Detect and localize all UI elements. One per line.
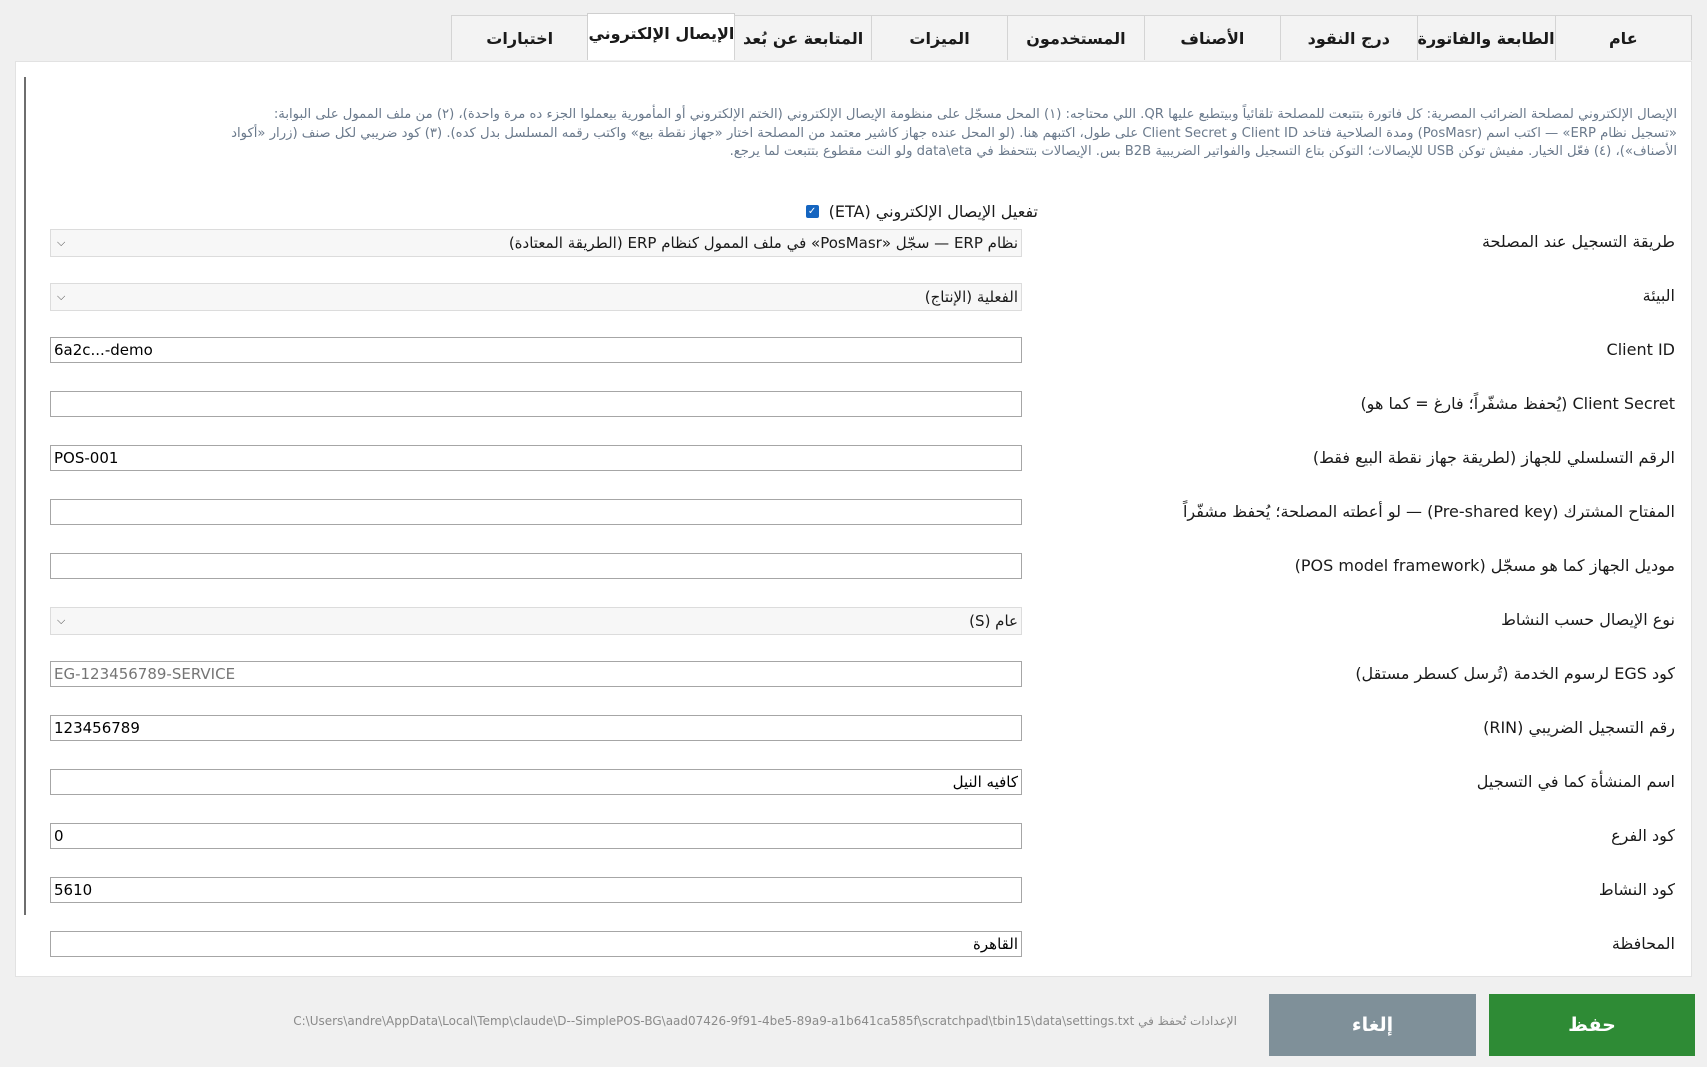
field-row-pos-model xyxy=(16,548,1691,584)
field-row-governorate xyxy=(16,926,1691,962)
tab-general[interactable]: عام xyxy=(1555,15,1692,60)
business-name-input[interactable] xyxy=(50,769,1022,795)
field-row-rin xyxy=(16,710,1691,746)
field-row-pre-shared-key xyxy=(16,494,1691,530)
field-label: Client ID xyxy=(1606,340,1675,359)
e-receipt-settings-panel xyxy=(15,61,1692,977)
field-row-business-name xyxy=(16,764,1691,800)
environment-select[interactable] xyxy=(50,283,1022,311)
client-secret-input[interactable] xyxy=(50,391,1022,417)
field-row-activity-code xyxy=(16,872,1691,908)
chevron-down-icon: ⌵ xyxy=(57,290,66,303)
field-label: كود النشاط xyxy=(1598,880,1675,899)
field-row-client-secret xyxy=(16,386,1691,422)
field-row-branch-code xyxy=(16,818,1691,854)
field-label: موديل الجهاز كما هو مسجّل (POS model framework) xyxy=(1294,556,1675,575)
chevron-down-icon: ⌵ xyxy=(57,614,66,627)
select-value: عام (S) xyxy=(969,612,1018,630)
tab-features[interactable]: الميزات xyxy=(871,15,1008,60)
field-row-client-id xyxy=(16,332,1691,368)
device-serial-input[interactable] xyxy=(50,445,1022,471)
field-label: نوع الإيصال حسب النشاط xyxy=(1501,610,1675,629)
tab-bar xyxy=(452,15,1692,61)
tab-printer-invoice[interactable]: الطابعة والفاتورة xyxy=(1417,15,1556,60)
field-label: المحافظة xyxy=(1611,934,1675,953)
activity-code-input[interactable] xyxy=(50,877,1022,903)
field-label: كود الفرع xyxy=(1611,826,1675,845)
client-id-input[interactable] xyxy=(50,337,1022,363)
rin-input[interactable] xyxy=(50,715,1022,741)
receipt-type-select[interactable] xyxy=(50,607,1022,635)
enable-eta-row[interactable] xyxy=(806,202,1038,221)
tab-items[interactable]: الأصناف xyxy=(1144,15,1281,60)
select-value: الفعلية (الإنتاج) xyxy=(924,288,1018,306)
pos-model-input[interactable] xyxy=(50,553,1022,579)
tab-users[interactable]: المستخدمون xyxy=(1007,15,1144,60)
field-label: طريقة التسجيل عند المصلحة xyxy=(1481,232,1675,251)
tab-e-receipt[interactable]: الإيصال الإلكتروني xyxy=(587,13,735,60)
field-label: اسم المنشأة كما في التسجيل xyxy=(1476,772,1675,791)
intro-description xyxy=(60,106,1677,162)
field-label: الرقم التسلسلي للجهاز (لطريقة جهاز نقطة البيع فقط) xyxy=(1312,448,1675,467)
field-row-device-serial xyxy=(16,440,1691,476)
field-label: Client Secret (يُحفظ مشفّراً؛ فارغ = كما هو) xyxy=(1360,394,1675,413)
egs-code-input[interactable] xyxy=(50,661,1022,687)
field-row-egs-code xyxy=(16,656,1691,692)
tab-cash-drawer[interactable]: درج النقود xyxy=(1280,15,1417,60)
tab-remote-monitoring[interactable]: المتابعة عن بُعد xyxy=(734,15,871,60)
chevron-down-icon: ⌵ xyxy=(57,236,66,249)
intro-line-1: الإيصال الإلكتروني لمصلحة الضرائب المصرية: كل فاتورة بتتبعت للمصلحة تلقائياً وبيتطبع عليها QR. اللي محتاجه: (١) المحل مسجّل على منظومة الإيصال الإلكتروني (الختم الإلكتروني أو المأمورية بيعملوا الجزء ده مرة واحدة)، (٢) من ملف الممول على البوابة: xyxy=(273,107,1677,122)
field-label: البيئة xyxy=(1642,286,1675,305)
select-value: نظام ERP — سجّل «PosMasr» في ملف الممول كنظام ERP (الطريقة المعتادة) xyxy=(508,234,1018,252)
enable-eta-checkbox[interactable]: ✓ xyxy=(806,205,819,218)
pre-shared-key-input[interactable] xyxy=(50,499,1022,525)
save-button[interactable]: حفظ xyxy=(1489,994,1695,1056)
field-row-registration-method xyxy=(16,224,1691,260)
cancel-button[interactable]: إلغاء xyxy=(1269,994,1476,1056)
registration-method-select[interactable] xyxy=(50,229,1022,257)
tab-tests[interactable]: اختبارات xyxy=(451,15,588,60)
field-row-environment xyxy=(16,278,1691,314)
field-label: كود EGS لرسوم الخدمة (تُرسل كسطر مستقل) xyxy=(1355,664,1675,683)
field-row-receipt-type xyxy=(16,602,1691,638)
governorate-input[interactable] xyxy=(50,931,1022,957)
branch-code-input[interactable] xyxy=(50,823,1022,849)
intro-line-3: الأصناف»)، (٤) فعّل الخيار. مفيش توكن USB للإيصالات؛ التوكن بتاع التسجيل والفواتير الضريبية B2B بس. الإيصالات بتتحفظ في data\eta ولو النت مقطوع بتتبعت لما يرجع. xyxy=(729,144,1677,159)
field-label: المفتاح المشترك (Pre-shared key) — لو أعطته المصلحة؛ يُحفظ مشفّراً xyxy=(1182,502,1675,521)
intro-line-2: «تسجيل نظام ERP» — اكتب اسم (PosMasr) ومدة الصلاحية فتاخد Client ID و Client Secret على طول، اكتبهم هنا. (لو المحل عنده جهاز كاشير معتمد من المصلحة اختار «جهاز نقطة بيع» واكتب رقمه المسلسل بدل كده). (٣) كود ضريبي لكل صنف (زرار «أكواد xyxy=(231,125,1677,141)
enable-eta-label: تفعيل الإيصال الإلكتروني (ETA) xyxy=(828,202,1038,221)
field-label: رقم التسجيل الضريبي (RIN) xyxy=(1483,718,1675,737)
